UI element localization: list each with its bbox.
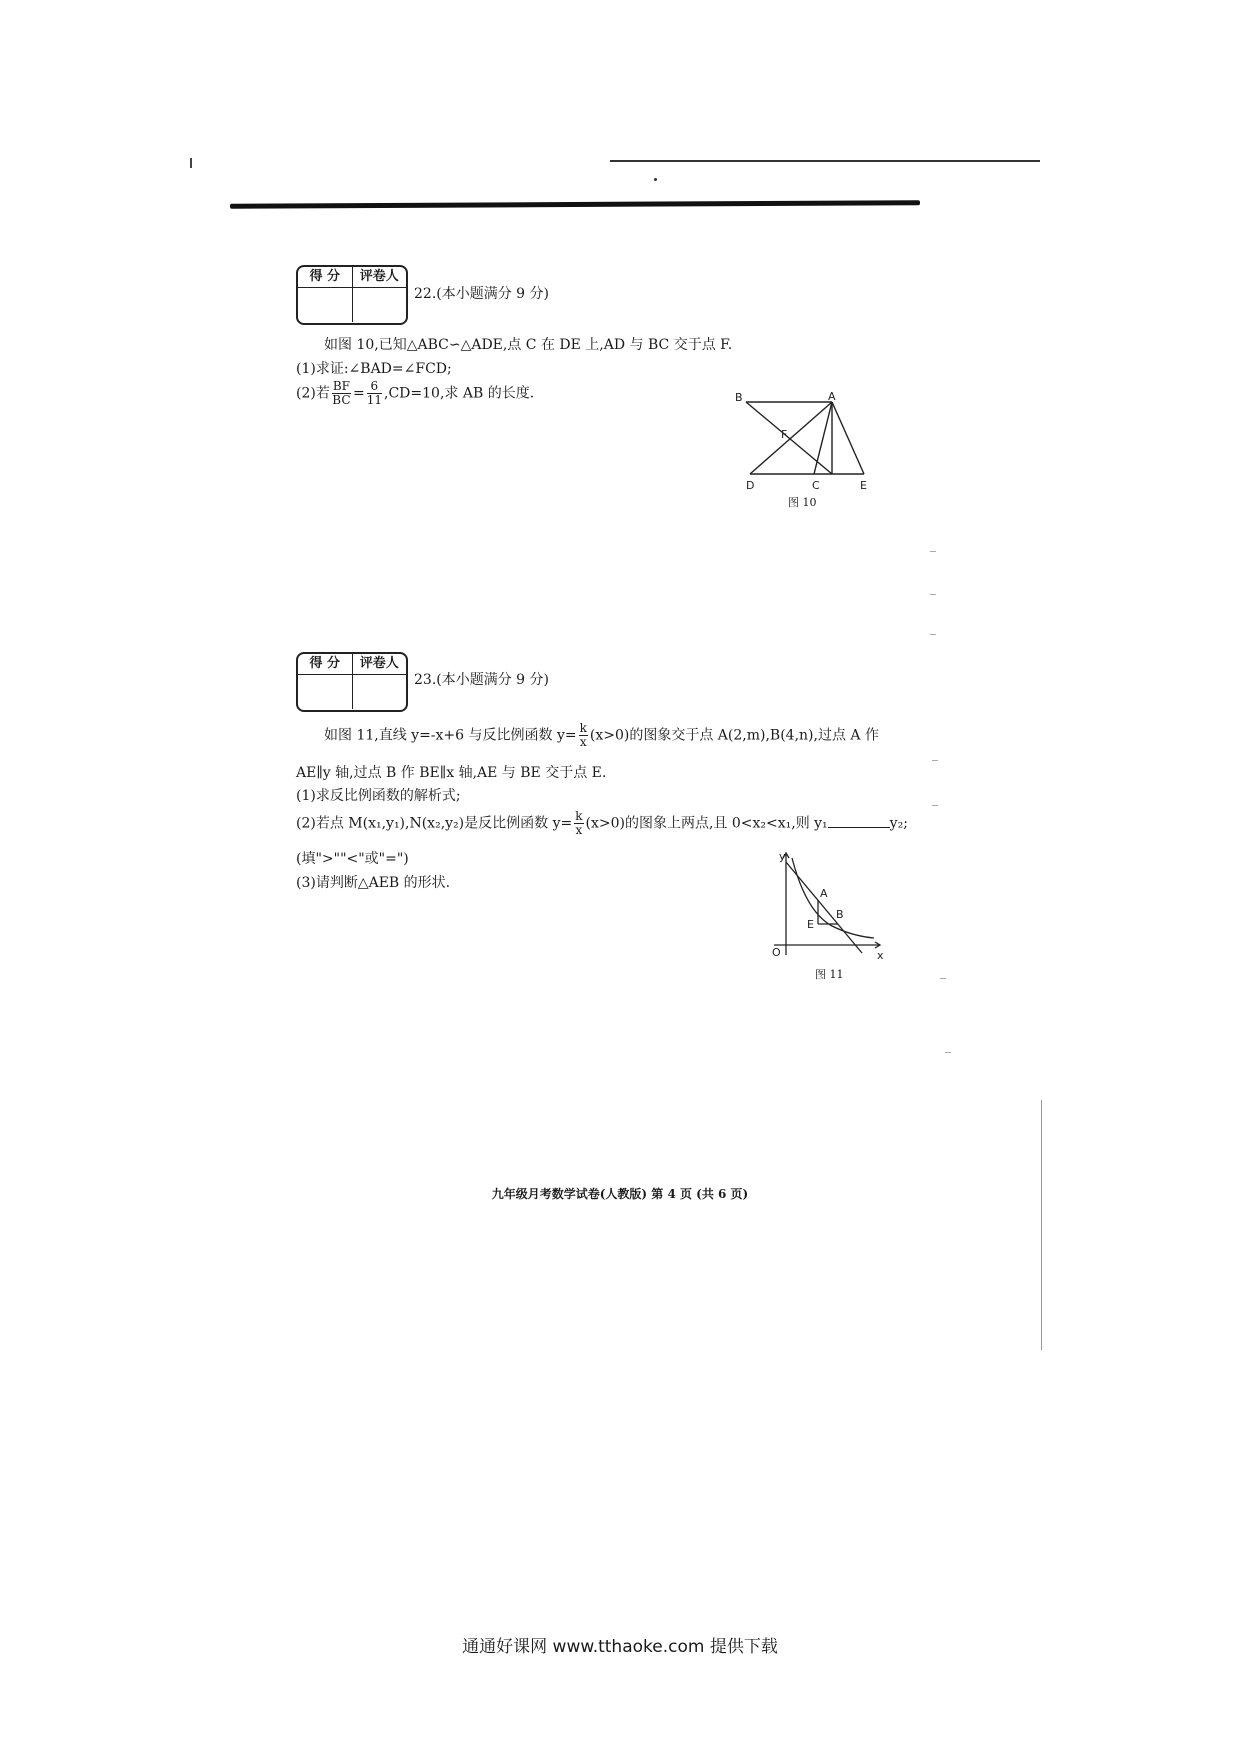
scan-speck bbox=[932, 760, 938, 761]
frac-numerator: k bbox=[575, 809, 583, 823]
header-dot bbox=[654, 178, 657, 181]
fraction-k-x bbox=[574, 810, 583, 837]
q22-part2-suffix: ,CD=10,求 AB 的长度. bbox=[384, 385, 535, 402]
label-x: x bbox=[877, 949, 884, 962]
q22-part1: (1)求证:∠BAD=∠FCD; bbox=[296, 361, 452, 377]
q23-part2 bbox=[296, 810, 908, 837]
answer-blank[interactable] bbox=[828, 815, 890, 828]
frac-numerator: k bbox=[579, 721, 587, 735]
q23-part2-end: y₂; bbox=[889, 815, 908, 832]
fraction-6-11 bbox=[367, 380, 382, 407]
frac-denominator: 11 bbox=[366, 393, 383, 407]
q23-stem1-prefix: 如图 11,直线 y=-x+6 与反比例函数 y= bbox=[324, 727, 577, 744]
frac-denominator: BC bbox=[332, 393, 351, 407]
grader-label: 评卷人 bbox=[359, 656, 399, 671]
score-label: 得 分 bbox=[298, 654, 353, 674]
label-b: B bbox=[735, 391, 743, 404]
scan-edge-line bbox=[1041, 1100, 1042, 1350]
score-box-q23 bbox=[296, 652, 408, 712]
frac-denominator: x bbox=[575, 823, 583, 837]
scan-speck bbox=[932, 805, 938, 806]
label-e: E bbox=[807, 918, 814, 931]
scan-speck bbox=[945, 1052, 951, 1053]
label-f: F bbox=[781, 428, 788, 441]
q23-part1: (1)求反比例函数的解析式; bbox=[296, 788, 461, 804]
header-rule-thin bbox=[610, 160, 1040, 162]
fraction-k-x bbox=[579, 722, 588, 749]
grader-cell bbox=[353, 675, 407, 709]
q23-part2-prefix: (2)若点 M(x₁,y₁),N(x₂,y₂)是反比例函数 y= bbox=[296, 815, 573, 832]
label-o: O bbox=[772, 946, 781, 959]
fraction-bf-bc bbox=[332, 380, 351, 407]
figure-10-caption: 图 10 bbox=[788, 496, 817, 509]
figure-11 bbox=[762, 850, 892, 970]
header-rule-thick bbox=[230, 200, 920, 209]
q22-title: 22.(本小题满分 9 分) bbox=[414, 286, 549, 302]
scan-speck bbox=[930, 634, 936, 635]
scan-speck bbox=[930, 594, 936, 595]
label-e: E bbox=[860, 479, 867, 492]
scan-speck bbox=[930, 551, 936, 552]
figure-11-caption: 图 11 bbox=[815, 968, 844, 981]
download-note: 通通好课网 www.tthaoke.com 提供下载 bbox=[462, 1637, 778, 1657]
label-y: y bbox=[779, 850, 786, 863]
grader-label: 评卷人 bbox=[359, 269, 399, 284]
label-b: B bbox=[836, 908, 844, 921]
frac-denominator: x bbox=[579, 735, 587, 749]
q22-stem: 如图 10,已知△ABC∽△ADE,点 C 在 DE 上,AD 与 BC 交于点 F. bbox=[324, 337, 733, 353]
q23-stem1-suffix: (x>0)的图象交于点 A(2,m),B(4,n),过点 A 作 bbox=[589, 727, 879, 744]
segment-ac-inner bbox=[814, 402, 832, 474]
label-d: D bbox=[746, 479, 755, 492]
q23-part3: (3)请判断△AEB 的形状. bbox=[296, 875, 451, 891]
score-cell bbox=[298, 675, 353, 709]
frac-numerator: 6 bbox=[367, 380, 382, 394]
q23-stem-line2: AE∥y 轴,过点 B 作 BE∥x 轴,AE 与 BE 交于点 E. bbox=[296, 765, 607, 781]
q23-part2-hint: (填">""<"或"=") bbox=[296, 851, 409, 867]
q23-part2-mid: (x>0)的图象上两点,且 0<x₂<x₁,则 y₁ bbox=[585, 815, 828, 832]
figure-10 bbox=[730, 390, 890, 510]
score-label: 得 分 bbox=[298, 267, 353, 287]
label-a: A bbox=[820, 887, 828, 900]
q23-stem-line1 bbox=[324, 722, 879, 749]
q23-title: 23.(本小题满分 9 分) bbox=[414, 672, 549, 688]
score-box-q22 bbox=[296, 265, 408, 325]
equals-sign: = bbox=[353, 385, 365, 402]
grader-cell bbox=[353, 288, 407, 322]
frac-numerator: BF bbox=[332, 379, 350, 393]
hyperbola-k-over-x bbox=[792, 858, 874, 938]
q22-part2 bbox=[296, 380, 534, 407]
margin-tick bbox=[190, 158, 192, 168]
score-cell bbox=[298, 288, 353, 322]
label-c: C bbox=[812, 479, 820, 492]
page-footer: 九年级月考数学试卷(人教版) 第 4 页 (共 6 页) bbox=[491, 1187, 749, 1201]
segment-ae bbox=[832, 402, 864, 474]
label-a: A bbox=[828, 390, 836, 403]
scan-speck bbox=[940, 978, 946, 979]
q22-part2-prefix: (2)若 bbox=[296, 385, 330, 402]
